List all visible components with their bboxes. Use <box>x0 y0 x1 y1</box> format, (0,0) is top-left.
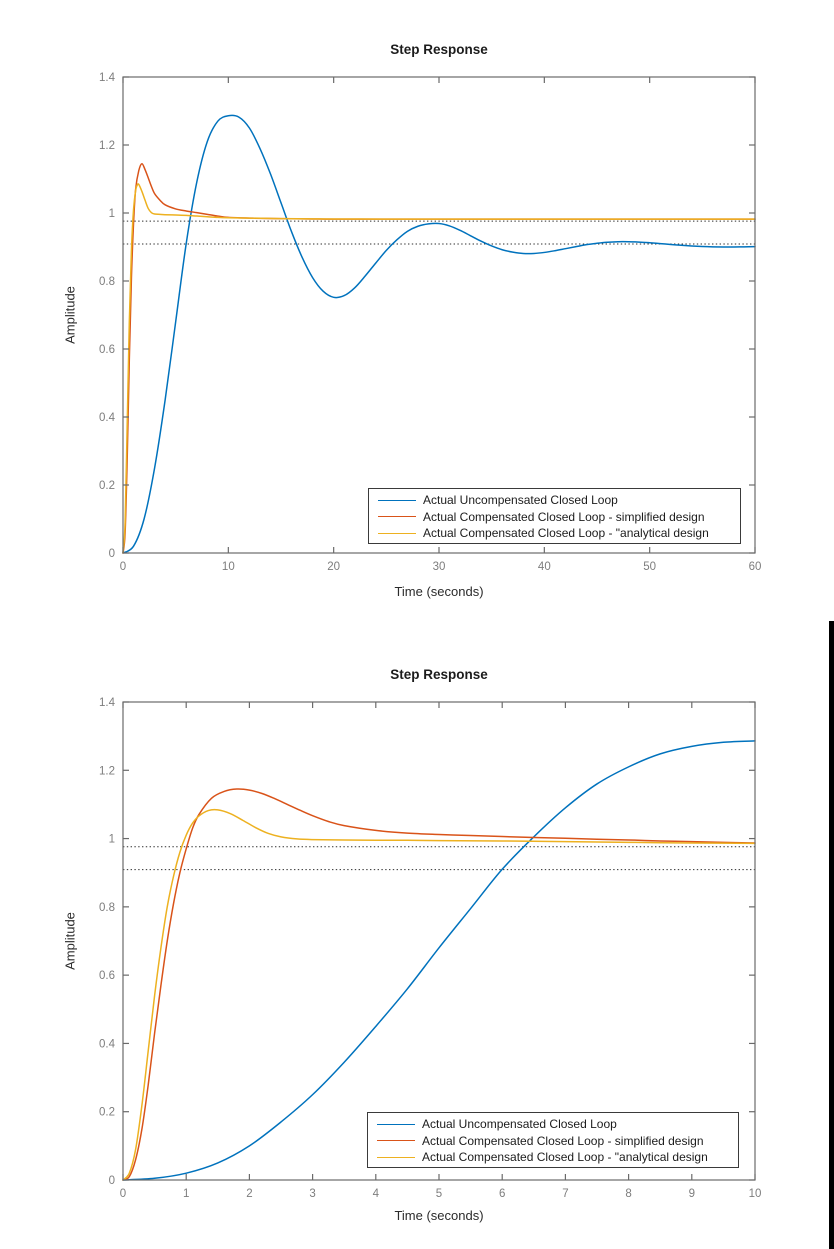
x-tick-label: 2 <box>246 1188 253 1200</box>
legend-line-swatch <box>377 1124 415 1125</box>
x-tick-label: 50 <box>643 561 657 573</box>
chart1-xlabel: Time (seconds) <box>394 584 484 599</box>
y-tick-label: 0.2 <box>99 480 115 492</box>
y-tick-label: 1 <box>108 833 115 846</box>
y-tick-label: 0.6 <box>99 344 115 356</box>
y-tick-label: 1.2 <box>99 765 115 778</box>
y-tick-label: 0.4 <box>99 412 115 424</box>
legend-item-label: Actual Compensated Closed Loop - "analytical design <box>422 1150 708 1165</box>
axes-box <box>123 77 755 553</box>
y-tick-label: 1.4 <box>99 697 115 709</box>
legend-item <box>377 1149 738 1166</box>
y-tick-label: 1 <box>108 208 115 220</box>
x-tick-label: 1 <box>182 1188 190 1200</box>
chart1-title: Step Response <box>390 42 488 57</box>
x-tick-label: 10 <box>221 561 235 573</box>
legend-item-label: Actual Uncompensated Closed Loop <box>423 493 618 508</box>
legend-line-swatch <box>378 533 416 534</box>
x-tick-label: 0 <box>119 1188 127 1200</box>
chart2-legend <box>367 1112 739 1168</box>
legend-item <box>377 1133 738 1150</box>
x-tick-label: 10 <box>748 1188 762 1200</box>
legend-item <box>378 492 740 509</box>
y-tick-label: 0 <box>108 1175 115 1187</box>
y-tick-label: 0.4 <box>99 1038 115 1051</box>
x-tick-label: 20 <box>327 561 341 573</box>
chart2-title: Step Response <box>390 667 488 682</box>
x-tick-label: 30 <box>432 561 446 573</box>
x-tick-label: 3 <box>309 1188 316 1200</box>
x-tick-label: 40 <box>537 561 551 573</box>
legend-item-label: Actual Compensated Closed Loop - simplified design <box>422 1133 704 1148</box>
y-tick-label: 1.4 <box>99 72 115 84</box>
x-tick-label: 7 <box>562 1188 569 1200</box>
legend-item-label: Actual Compensated Closed Loop - "analytical design <box>423 526 709 541</box>
black-strip <box>829 621 834 1249</box>
legend-line-swatch <box>378 500 416 501</box>
chart2-xlabel: Time (seconds) <box>394 1208 484 1223</box>
legend-item <box>377 1116 738 1133</box>
x-tick-label: 4 <box>372 1188 380 1200</box>
y-tick-label: 0.6 <box>99 970 115 983</box>
x-tick-label: 5 <box>435 1188 443 1200</box>
legend-item-label: Actual Compensated Closed Loop - simplified design <box>423 509 705 524</box>
chart2-ylabel: Amplitude <box>62 912 78 970</box>
legend-line-swatch <box>377 1140 415 1141</box>
y-tick-label: 1.2 <box>99 140 115 152</box>
x-tick-label: 6 <box>498 1188 506 1200</box>
legend-line-swatch <box>378 516 416 517</box>
x-tick-label: 0 <box>119 561 127 573</box>
y-tick-label: 0 <box>108 548 115 560</box>
axes-box <box>123 702 755 1180</box>
chart1-legend <box>368 488 741 544</box>
legend-item <box>378 525 740 542</box>
legend-line-swatch <box>377 1157 415 1158</box>
x-tick-label: 60 <box>748 561 762 573</box>
y-tick-label: 0.8 <box>99 901 115 914</box>
x-tick-label: 8 <box>625 1188 632 1200</box>
x-tick-label: 9 <box>688 1188 696 1200</box>
chart1-ylabel: Amplitude <box>62 286 78 344</box>
legend-item-label: Actual Uncompensated Closed Loop <box>422 1117 617 1132</box>
y-tick-label: 0.2 <box>99 1106 115 1119</box>
legend-item <box>378 509 740 526</box>
y-tick-label: 0.8 <box>99 276 115 288</box>
